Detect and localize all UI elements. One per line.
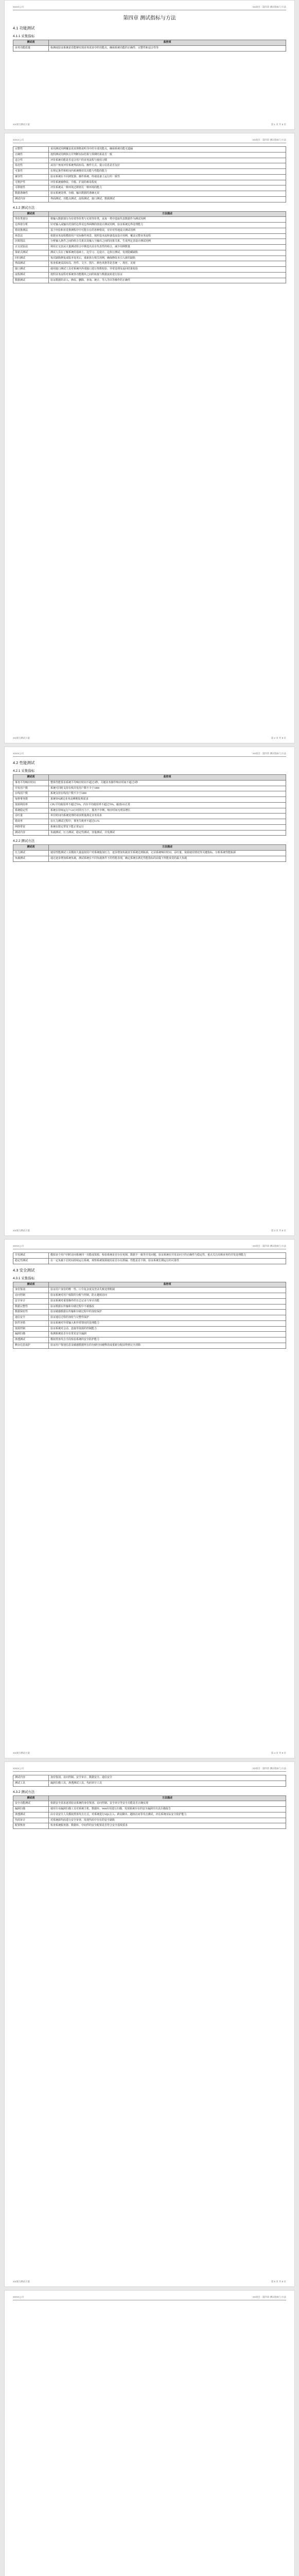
table-cell: 验证系统在不同浏览器、操作系统、终端设备上运行的一致性 xyxy=(49,174,286,180)
table-row xyxy=(13,786,286,791)
table-row xyxy=(13,163,286,169)
table-row xyxy=(13,256,286,261)
table-header-method: 方法描述 xyxy=(49,1795,286,1801)
table-cell: 探索式测试 xyxy=(13,250,49,256)
footer-right: 第 4 页 共 9 页 xyxy=(271,1752,286,1754)
table-row xyxy=(13,169,286,175)
table-cell: 评价系统被修改、升级、扩展的难易程度 xyxy=(49,180,286,185)
table-cell: 系统在持续运行7×24小时的压力下，服务不中断，响应时间无明显增长 xyxy=(49,808,286,814)
page-header xyxy=(13,6,286,10)
subsection-heading-4-2-2: 4.2.2 测试方法 xyxy=(13,839,35,843)
table-performance-methods xyxy=(13,844,286,861)
table-cell: 验证系统处理、存储、输出数据的准确无误 xyxy=(49,191,286,197)
table-row xyxy=(13,158,286,163)
table-security-metrics-continued xyxy=(13,1775,286,1787)
table-security-methods xyxy=(13,1795,286,1829)
table-cell: 数据测试 xyxy=(13,278,49,283)
table-row xyxy=(13,245,286,250)
table-row xyxy=(13,1807,286,1812)
subsection-heading-4-3-2: 4.3.2 测试方法 xyxy=(13,1790,35,1794)
table-cell: 验证数据在传输和存储过程中不被篡改 xyxy=(49,1304,286,1310)
table-cell: 从用户角度评价系统界面布局、操作方式、提示信息是否友好 xyxy=(49,163,286,169)
table-row xyxy=(13,814,286,819)
document-page-5 xyxy=(4,1761,295,2287)
table-cell: 吞吐量 xyxy=(13,814,49,819)
table-cell: 适合性 xyxy=(13,158,49,163)
table-cell: 系统支持在线用户数不少于5000 xyxy=(49,791,286,797)
table-cell: 数据保密性 xyxy=(13,1310,49,1315)
table-header-item: 测试项 xyxy=(13,845,49,851)
table-row xyxy=(13,196,286,202)
table-cell: 界面测试 xyxy=(13,261,49,267)
table-row xyxy=(13,819,286,825)
header-right: XX项目 · 第四章 测试指标与方法 xyxy=(252,1245,286,1247)
table-row xyxy=(13,780,286,786)
table-row xyxy=(13,1326,286,1332)
table-cell: 系统在限定带宽下能正常运行 xyxy=(49,824,286,830)
table-cell: 正确性 xyxy=(13,152,49,158)
table-cell: 验证系统对异常输入和异常情况的处理能力 xyxy=(49,1320,286,1326)
table-cell: 软件容错 xyxy=(13,1320,49,1326)
table-row xyxy=(13,1310,286,1315)
page-footer xyxy=(13,737,286,740)
table-functional-metrics xyxy=(13,40,286,52)
header-left: XXXX公司 xyxy=(13,6,24,8)
table-row xyxy=(13,45,286,51)
page-footer xyxy=(13,123,286,126)
table-cell: 通过逐步增加系统负载，测试系统在不同负载条件下的性能表现，确定系统在满足性能指标的前提下所能承受的最大负载 xyxy=(49,856,286,861)
table-row xyxy=(13,1293,286,1299)
document-page-4 xyxy=(4,1239,295,1758)
subsection-heading-4-3-1: 4.3.1 采集指标 xyxy=(13,1276,35,1280)
table-cell: 数据准确性 xyxy=(13,191,49,197)
page-body-blank xyxy=(13,2303,286,2576)
table-cell: 测试内容 xyxy=(13,196,49,202)
table-cell: 漏洞扫描 xyxy=(13,1807,49,1812)
table-cell: 使用性能测试工具模拟大量虚拟用户对系统施加压力，逐步增加负载直至系统达到瓶颈，记录系统响应时间、吞吐量、资源使用情况等关键指标，分析系统性能瓶颈 xyxy=(49,851,286,856)
table-row xyxy=(13,278,286,283)
table-row xyxy=(13,1320,286,1326)
table-cell: 依据安全需求逐项验证系统的身份鉴别、访问控制、安全审计等安全功能是否正确实现 xyxy=(49,1801,286,1807)
table-row xyxy=(13,267,286,273)
table-cell: 可维护性 xyxy=(13,180,49,185)
table-cell: 测试内容 xyxy=(13,1775,49,1781)
page-header xyxy=(13,1767,286,1772)
table-cell: 可靠性 xyxy=(13,169,49,175)
table-cell: 验证系统对用户权限的分配与控制，防止越权访问 xyxy=(49,1293,286,1299)
table-cell: 负载测试、压力测试、稳定性测试、容量测试、并发测试 xyxy=(49,830,286,836)
table-row xyxy=(13,185,286,191)
table-cell: 资源控制 xyxy=(13,1326,49,1332)
table-cell: 漏洞扫描 xyxy=(13,1332,49,1337)
table-row xyxy=(13,1332,286,1337)
page-header xyxy=(13,2296,286,2300)
table-cell: 分析输入条件之间的组合关系以及输入与输出之间的因果关系，生成判定表设计测试用例 xyxy=(49,239,286,245)
table-row xyxy=(13,261,286,267)
table-cell: 验证敏感数据在传输和存储过程中的加密保护 xyxy=(49,1310,286,1315)
table-cell: 接口测试 xyxy=(13,267,49,273)
table-row xyxy=(13,1775,286,1781)
table-cell: 稳定性测试 xyxy=(13,1258,49,1264)
document-page-6 xyxy=(4,2290,295,2576)
footer-right: 第 3 页 共 9 页 xyxy=(271,1229,286,1232)
table-functional-metrics-continued xyxy=(13,146,286,202)
table-row xyxy=(13,191,286,197)
table-cell: 界面测试、功能点测试、流程测试、接口测试、数据测试 xyxy=(49,196,286,202)
table-cell: 系统稳定性 xyxy=(13,808,49,814)
table-row xyxy=(13,1818,286,1823)
table-header-item: 测试项 xyxy=(13,1282,49,1287)
table-cell: 依据业务流程模拟用户实际操作场景，按照基本流和备选流设计用例，覆盖完整业务流程 xyxy=(49,233,286,239)
table-cell: 使用接口测试工具对系统内外部接口进行参数校验、异常处理及返回结果校验 xyxy=(49,267,286,273)
table-cell: 每次缺陷修复或版本变更后，重新执行相关用例，确保修改未引入新的缺陷 xyxy=(49,256,286,261)
table-cell: 错误推测法 xyxy=(13,228,49,233)
table-cell: 在一定负载下长时间持续运行系统，观察系统资源使用是否存在泄漏、性能是否下降，验证系统长期运行的可靠性 xyxy=(49,1258,286,1264)
page-footer xyxy=(13,1752,286,1755)
table-cell: 边界值分析 xyxy=(13,223,49,228)
table-row xyxy=(13,1258,286,1264)
table-cell: 测试人员在了解系统的基础上，边学习、边设计、边执行测试，发现隐藏缺陷 xyxy=(49,250,286,256)
header-left: XXXX公司 xyxy=(13,2296,24,2298)
table-row xyxy=(13,1823,286,1829)
table-cell: 在规定条件和时间内系统维持其功能与性能的能力 xyxy=(49,169,286,175)
table-cell: 压力测试 xyxy=(13,851,49,856)
footer-left: XX项目测试方案 xyxy=(13,737,30,739)
footer-right: 第 2 页 共 9 页 xyxy=(271,737,286,739)
table-header-method: 方法描述 xyxy=(49,211,286,217)
table-header-item: 测试项 xyxy=(13,1795,49,1801)
chapter-title: 第四章 测试指标与方法 xyxy=(123,15,176,21)
table-cell: 系统可同时支持在线并发用户数不少于1000 xyxy=(49,786,286,791)
table-cell: 通信安全 xyxy=(13,1315,49,1321)
table-cell: 场景法 xyxy=(13,233,49,239)
header-left: XXXX公司 xyxy=(13,1767,24,1770)
table-cell: 评价系统功能是否适合用户的业务流程与使用习惯 xyxy=(49,158,286,163)
table-row xyxy=(13,1298,286,1304)
header-left: XXXX公司 xyxy=(13,1245,24,1247)
table-cell: 评价系统从一种环境迁移到另一种环境的能力 xyxy=(49,185,286,191)
table-cell: 检测或验证系统是否能够实现业务需求中的功能点，确保系统功能的正确性、完整性和适合性等 xyxy=(49,45,286,51)
table-cell: 并发用户数 xyxy=(13,786,49,791)
table-cell: 模拟多个用户同时访问系统同一功能或资源，检验系统是否存在死锁、数据不一致等并发问题，验证系统在并发访问下的正确性与稳定性，重点关注高频业务的并发处理能力 xyxy=(49,1253,286,1259)
page-footer xyxy=(13,2280,286,2283)
table-cell: 模拟黑客攻击手段检验系统的安全防护能力 xyxy=(49,1337,286,1343)
page-footer xyxy=(13,1229,286,1232)
table-cell: 错误率 xyxy=(13,819,49,825)
table-cell: 身份鉴别 xyxy=(13,1287,49,1293)
table-row xyxy=(13,174,286,180)
header-right: XX项目 · 第四章 测试指标与方法 xyxy=(252,1767,286,1770)
footer-left: XX项目测试方案 xyxy=(13,2280,30,2283)
table-row xyxy=(13,1287,286,1293)
table-security-metrics xyxy=(13,1282,286,1349)
table-cell: 等价类划分 xyxy=(13,217,49,223)
table-row xyxy=(13,791,286,797)
table-cell: 回归测试 xyxy=(13,256,49,261)
section-heading-4-3: 4.3 安全测试 xyxy=(13,1267,35,1273)
table-cell: 可移植性 xyxy=(13,185,49,191)
table-cell: 完整性 xyxy=(13,147,49,152)
table-row xyxy=(13,152,286,158)
document-page-1 xyxy=(4,0,295,130)
footer-right: 第 1 页 共 9 页 xyxy=(271,123,286,126)
table-cell: 测试内容 xyxy=(13,830,49,836)
table-cell: 按照业务流程对系统各功能模块之间的衔接与数据流转进行验证 xyxy=(49,272,286,278)
table-cell: 对系统源代码进行安全审查，发现代码中存在的安全缺陷 xyxy=(49,1818,286,1823)
page-header xyxy=(13,752,286,757)
table-cell: 并发测试 xyxy=(13,1253,49,1259)
table-cell: 整体性能要求系统平均响应时间不超过3秒，关键业务操作响应时间不超过5秒 xyxy=(49,780,286,786)
table-cell: 负载测试 xyxy=(13,856,49,861)
table-row xyxy=(13,856,286,861)
table-row xyxy=(13,851,286,856)
table-cell: 身份鉴别、访问控制、安全审计、数据安全、通信安全 xyxy=(49,1775,286,1781)
document-page-3 xyxy=(4,747,295,1236)
subsection-heading-4-2-1: 4.2.1 采集指标 xyxy=(13,769,35,773)
table-row xyxy=(13,830,286,836)
table-cell: 代码审计 xyxy=(13,1818,49,1823)
section-heading-4-1: 4.1 功能测试 xyxy=(13,26,35,30)
table-cell: 由专业安全人员模拟黑客攻击方式，对系统进行SQL注入、跨站脚本、越权访问等攻击测试，评估系统实际安全防护能力 xyxy=(49,1812,286,1818)
table-cell: 验证系统对重要操作的日志记录与审计功能 xyxy=(49,1298,286,1304)
table-row xyxy=(13,217,286,223)
table-cell: 流程测试 xyxy=(13,272,49,278)
table-cell: 将输入数据划分为有效等价类与无效等价类，从每一类中选取代表数据作为测试用例 xyxy=(49,217,286,223)
table-cell: 在线用户数 xyxy=(13,791,49,797)
footer-left: XX项目测试方案 xyxy=(13,123,30,126)
table-row xyxy=(13,1337,286,1343)
table-row xyxy=(13,223,286,228)
table-cell: 验证用户身份的唯一性、口令复杂度及登录失败处理机制 xyxy=(49,1287,286,1293)
section-heading-4-2: 4.2 性能测试 xyxy=(13,760,35,765)
table-cell: 在压力测试过程中，事务失败率不超过0.1% xyxy=(49,819,286,825)
footer-left: XX项目测试方案 xyxy=(13,1752,30,1754)
table-cell: 安全功能测试 xyxy=(13,1801,49,1807)
table-header-item: 测试项 xyxy=(13,211,49,217)
header-right: XX项目 · 第四章 测试指标与方法 xyxy=(252,6,286,8)
header-right: XX项目 · 第四章 测试指标与方法 xyxy=(252,752,286,755)
table-cell: 配置核查 xyxy=(13,1823,49,1829)
table-cell: 安全审计 xyxy=(13,1298,49,1304)
table-performance-methods-continued xyxy=(13,1252,286,1264)
subsection-heading-4-1-1: 4.1.1 采集指标 xyxy=(13,35,35,38)
table-cell: 利用正交表从大量测试组合中挑选出具有代表性的组合，减少用例数量 xyxy=(49,245,286,250)
table-header-content: 监控项 xyxy=(49,775,286,781)
table-cell: 资源利用率 xyxy=(13,802,49,808)
table-row xyxy=(13,1304,286,1310)
header-left: XXXX公司 xyxy=(13,139,24,141)
table-cell: 数据完整性 xyxy=(13,1304,49,1310)
subsection-heading-4-1-2: 4.1.2 测试方法 xyxy=(13,206,35,210)
table-row xyxy=(13,1343,286,1348)
table-row xyxy=(13,250,286,256)
table-cell: 验证数据的录入、修改、删除、查询、统计、导入导出等操作的正确性 xyxy=(49,278,286,283)
table-row xyxy=(13,824,286,830)
table-cell: 系统TPS满足业务高峰期处理需求 xyxy=(49,797,286,803)
table-performance-metrics xyxy=(13,774,286,836)
table-cell: 因果图法 xyxy=(13,239,49,245)
table-row xyxy=(13,1801,286,1807)
table-functional-methods xyxy=(13,211,286,284)
table-row xyxy=(13,228,286,233)
table-row xyxy=(13,1253,286,1259)
table-row xyxy=(13,808,286,814)
table-header-item: 测试项 xyxy=(13,40,49,46)
table-row xyxy=(13,797,286,803)
table-cell: 检查系统服务器、数据库、中间件的安全配置是否符合安全基线要求 xyxy=(49,1823,286,1829)
document-page-2 xyxy=(4,133,295,743)
table-cell: 使用专业漏洞扫描工具对系统主机、数据库、Web应用进行扫描，发现系统存在的安全漏洞并出具扫描报告 xyxy=(49,1807,286,1812)
table-cell: 兼容性 xyxy=(13,174,49,180)
table-cell: 访问控制 xyxy=(13,1293,49,1299)
table-cell: 验证用户鉴别信息及敏感数据所在的存储空间被释放或重新分配前得到完全清除 xyxy=(49,1343,286,1348)
table-header-item: 测试项 xyxy=(13,775,49,781)
table-cell: 按照测试用例执行并判断实际结果与预期结果是否一致 xyxy=(49,152,286,158)
table-row xyxy=(13,180,286,185)
header-right: XX项目 · 第四章 测试指标与方法 xyxy=(252,139,286,141)
table-header-method: 方法描述 xyxy=(49,845,286,851)
table-cell: 业务功能质量 xyxy=(13,45,49,51)
page-header xyxy=(13,139,286,143)
table-cell: 易用性 xyxy=(13,163,49,169)
table-cell: 单位时间内系统处理的请求数量满足业务需求 xyxy=(49,814,286,819)
table-cell: 验证通信过程的加密与完整性保护 xyxy=(49,1315,286,1321)
table-cell: 剩余信息保护 xyxy=(13,1343,49,1348)
table-cell: 每秒事务数 xyxy=(13,797,49,803)
table-cell: 测试工具 xyxy=(13,1781,49,1786)
header-right: XX项目 · 第四章 测试指标与方法 xyxy=(252,2296,286,2298)
table-cell: 渗透测试 xyxy=(13,1337,49,1343)
table-row xyxy=(13,1812,286,1818)
table-cell: 验证系统对会话、连接等资源的控制能力 xyxy=(49,1326,286,1332)
table-row xyxy=(13,272,286,278)
table-row xyxy=(13,147,286,152)
table-cell: 采用测试用例覆盖需求规格说明书中的全部功能点，确保系统功能无遗漏 xyxy=(49,147,286,152)
table-cell: 渗透测试 xyxy=(13,1812,49,1818)
table-cell: 检测系统是否存在常见安全漏洞 xyxy=(49,1332,286,1337)
table-cell: CPU平均使用率不超过70%，内存平均使用率不超过70%，磁盘I/O正常 xyxy=(49,802,286,808)
table-cell: 检查系统页面布局、控件、文字、图片、颜色风格等是否统一、规范、美观 xyxy=(49,261,286,267)
table-row xyxy=(13,233,286,239)
table-row xyxy=(13,1781,286,1786)
table-cell: 针对输入或输出范围的边界及边界两侧的值设计测试用例，验证系统边界处理能力 xyxy=(49,223,286,228)
table-cell: 网络带宽 xyxy=(13,824,49,830)
footer-left: XX项目测试方案 xyxy=(13,1229,30,1232)
table-cell: 正交试验法 xyxy=(13,245,49,250)
table-cell: 事务平均响应时间 xyxy=(13,780,49,786)
table-header-content: 监控项 xyxy=(49,1282,286,1287)
footer-right: 第 5 页 共 9 页 xyxy=(271,2280,286,2283)
table-cell: 基于经验和直觉推测程序中可能存在的各种错误，有针对性地设计测试用例 xyxy=(49,228,286,233)
table-row xyxy=(13,239,286,245)
table-row xyxy=(13,802,286,808)
table-cell: 漏洞扫描工具、渗透测试工具、代码审计工具 xyxy=(49,1781,286,1786)
table-row xyxy=(13,1315,286,1321)
header-left: XXXX公司 xyxy=(13,752,24,755)
page-header xyxy=(13,1245,286,1249)
table-header-content: 监控项 xyxy=(49,40,286,46)
